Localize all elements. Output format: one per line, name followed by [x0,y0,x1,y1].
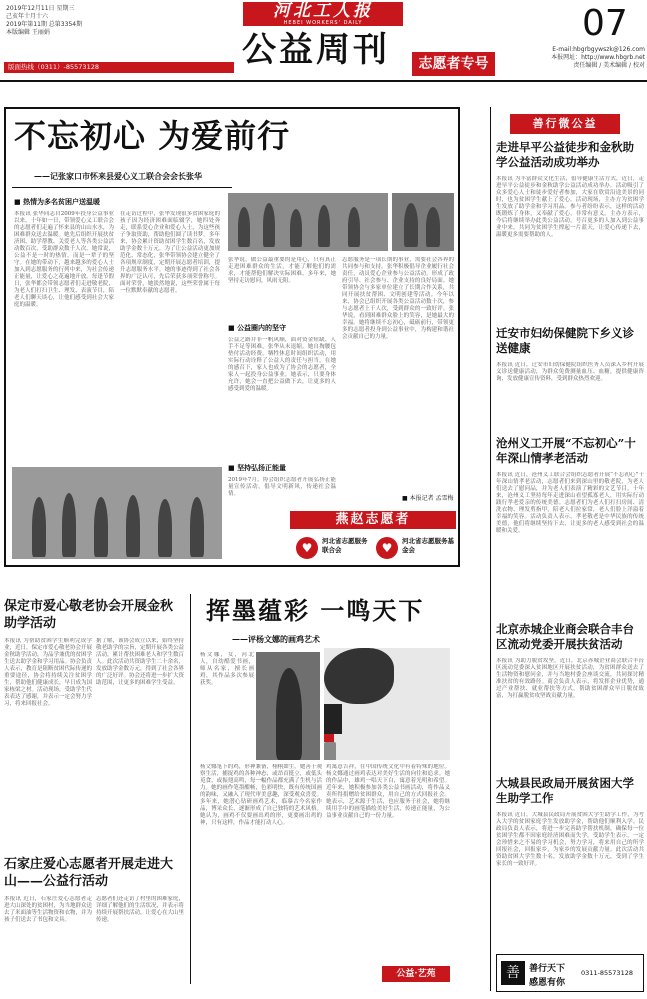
logo-bar [243,2,403,26]
art-headline: 挥墨蕴彩 一鸣天下 [206,597,425,625]
lunar-date-line: 己亥年十月十六 [6,13,49,20]
ad-line-2: 感恩有你 [529,978,566,988]
lead-body-col3: 张华说，做公益最重要的是用心，只有真正走进困难群众的生活，才能了解他们的需求，才能帮他们解决实际困难。多年来，她坚持走访慰问，风雨无阻。 [228,257,336,284]
masthead-rule [0,80,647,82]
email-line: E-mail:hbgrbgywszk@126.com [552,46,645,53]
staff-line: 责任编辑 / 美术编辑 / 校对 [573,62,645,69]
masthead-right-info [505,46,645,70]
editor-line: 本版编辑 王丽娟 [6,29,50,36]
left-body-1a: 本报讯 为帮助贫困学生顺利完成学业，近日，保定市爱心敬老协会开展金秋助学活动，为品学兼优的贫困学生送去助学金和学习用品。协会负责人表示，教育是阻断贫困代际传递的重要途径，协会将持续关注贫困学生，帮助他们健康成长，早日成为国家栋梁之材。活动现场，受助学生代表表达了感谢，并表示一定会努力学习，将来回报社会。 [4,638,92,707]
divider [12,187,232,188]
sidebar-body-4: 本报讯 为助力脱贫攻坚，近日，北京赤城企业商会联合丰台区流动党委深入贫困地区开展扶贫活动，为贫困群众送去了生活物资和慰问金，并与当地村委会座谈交流，共同探讨精准扶贫的有效路径。商会负责人表示，将发挥企业优势，通过产业帮扶、就业帮扶等方式，帮助贫困群众早日脱贫致富，为打赢脱贫攻坚战贡献力量。 [496,658,644,699]
sub3-text: 坚持弘扬正能量 [237,463,287,472]
ad-line-1: 善行天下 [529,964,566,974]
lead-subhead-2: ■ 公益圈内的坚守 [228,323,287,332]
art-body-intro: 杨文娜，女，河北人，自幼酷爱书画，师从名家，擅长画鸡，其作品多次参展获奖。 [200,652,254,686]
sidebar-column-title: 善行微公益 [510,114,620,134]
website-line: 本报网址：http://www.hbgrb.net [551,54,645,61]
sub1-text: 热情为多名贫困户送温暖 [23,197,101,206]
sidebar-body-1: 本报讯 为丰富群众文化生活，倡导健康生活方式，近日，走进早平公益徒步和金秋助学公益活动成功举办。活动吸引了众多爱心人士和徒步爱好者参加，大家在欣赏沿途美景的同时，也为贫困学生献上了爱心。活动现场，主办方为贫困学生发放了助学金和学习用品。参与者纷纷表示，这样的活动既锻炼了身体，又奉献了爱心，非常有意义。主办方表示，今后将继续举办此类公益活动，号召更多的人加入到公益事业中来，共同为贫困学生撑起一片蓝天，让爱心传递下去，温暖更多需要帮助的人。 [496,176,644,238]
heart-icon: ♥ [296,537,318,559]
ad-icon: 善 [501,961,525,985]
issue-line: 2019年第11期 总第3354期 [6,21,83,28]
special-issue-tag: 志愿者专号 [412,52,495,76]
lead-subhead-3: ■ 坚持弘扬正能量 [228,463,287,472]
masthead [0,0,647,84]
sidebar-headline-2: 迁安市妇幼保健院下乡义诊送健康 [496,326,634,355]
page-number: 07 [582,3,628,44]
left-headline-1: 保定市爱心敬老协会开展金秋助学活动 [4,599,174,631]
lead-body-col6: 志愿服务是一项长期的事业，需要社会各界的共同参与和支持。张华积极倡导企业履行社会责任，动员爱心企业参与公益活动，形成了政府引导、社会参与、企业支持的良好局面。她带领协会与多家单位建立了长期合作关系，共同开展扶贫帮困、文明创建等活动。今年以来，协会已组织开展各类公益活动数十次，参与志愿者上千人次，受到群众的一致好评。张华说，看到困难群众脸上的笑容，是她最大的幸福。她将继续不忘初心，砥砺前行，带领更多的志愿者投身到公益事业中，为构建和谐社会贡献自己的力量。 [342,257,454,340]
sidebar-headline-1: 走进早平公益徒步和金秋助学公益活动成功举办 [496,140,634,169]
photo-artist-portrait [256,652,320,760]
art-section-tag: 公益·艺苑 [382,966,450,982]
volunteer-foundation-logo [376,535,454,563]
left-headline-2: 石家庄爱心志愿者开展走进大山——公益行活动 [4,857,174,889]
masthead-left-info [6,5,136,37]
left-column-rule [190,594,191,984]
art-body-col1: 杨文娜笔下的鸡，形神兼备，栩栩如生。她善于观察生活，捕捉鸡的各种神态，或昂首挺立，或低头觅食，或振翅高鸣，每一幅作品都充满了生机与活力。她的画作笔墨酣畅，色彩明快，既有传统国画的韵味，又融入了现代审美意趣，深受观众喜爱。多年来，她潜心钻研画鸡艺术，临摹古今名家作品，博采众长，逐渐形成了自己独特的艺术风格。她认为，画鸡不仅要画出鸡的形，更要画出鸡的神，只有这样，作品才能打动人心。 [200,764,322,826]
sidebar-body-2: 本报讯 近日，迁安市妇幼保健院组织医务人员深入乡村开展义诊送健康活动，为群众免费测量血压、血糖，提供健康咨询，发放健康宣传资料，受到群众热烈欢迎。 [496,362,644,382]
heart-icon: ♥ [376,537,398,559]
sidebar-body-3: 本报讯 近日，沧州义工联合会组织志愿者开展“不忘初心”十年深山情孝老活动，志愿者们来到深山里的敬老院，为老人们送去了慰问品，并为老人们表演了精彩的文艺节目。十年来，沧州义工坚持每年走进深山看望孤寡老人，用实际行动践行孝老爱亲的传统美德。志愿者们为老人们打扫房间、清洗衣物、理发剪指甲，陪老人们拉家常，老人们脸上洋溢着幸福的笑容。活动负责人表示，孝老敬老是中华民族的传统美德，他们将继续坚持下去，让更多的老人感受到社会的温暖和关爱。 [496,472,644,534]
section-title: 公益周刊 [242,30,390,70]
foundation-name: 河北省志愿服务基金会 [402,537,454,554]
lead-headline: 不忘初心 为爱前行 [14,117,291,155]
art-subhead: ——评杨文娜的画鸡艺术 [232,634,320,644]
lead-body-col1: 本报讯 张华同志自2009年投身公益事业以来，十年如一日，带领爱心义工联合会的志愿者们走遍了怀来县的山山水水，为困难群众送去温暖。她先后组织开展扶贫济困、助学帮教、关爱老人等各类公益活动数百次，受助群众数千人次。她常说，公益不是一时的热情，而是一辈子的坚守。在她的带动下，越来越多的爱心人士加入到志愿服务的行列中来，为社会传递正能量，让爱心之花遍地开放。每逢节假日，张华都会带领志愿者们走进敬老院，为老人们打扫卫生、理发、表演节目，陪老人们聊天谈心，让他们感受到社会大家庭的温暖。 [14,211,114,308]
lead-body-col4: 公益之路并非一帆风顺，面对资金短缺、人手不足等困难，张华从未退缩。她自掏腰包垫付活动经费，牺牲休息时间组织活动，用实际行动诠释了公益人的责任与担当。在她的感召下，家人也成为了协会的志愿者，全家人一起投身公益事业。她表示，只要身体允许，她会一直把公益做下去，让更多的人感受到爱的温暖。 [228,337,336,392]
sidebar-headline-3: 沧州义工开展“不忘初心”十年深山情孝老活动 [496,436,636,465]
photo-banner-group [12,467,222,559]
volunteers-box [290,511,456,565]
sub2-text: 公益圈内的坚守 [237,323,287,332]
logo-en: HEBEI WORKERS' DAILY [283,20,363,26]
union-name: 河北省志愿服务联合会 [322,537,368,554]
sidebar-ad [496,954,644,992]
logo: 河北工人报 [273,1,373,21]
date-line: 2019年12月11日 星期三 [6,5,75,12]
volunteer-union-logo [296,535,372,563]
lead-subhead: ——记张家口市怀来县爱心义工联合会会长张华 [34,171,202,181]
left-body-2b: 志愿者们还走访了村里的困难家庭，详细了解他们的生活状况，并表示将持续开展帮扶活动，让爱心在大山里传递。 [96,896,184,923]
lead-byline: ■ 本报记者 孟雪梅 [402,495,454,502]
sidebar-body-5: 本报讯 近日，大城县民政局开展贫困大学生助学工作，为考入大学的贫困家庭学生发放助学金，帮助他们顺利入学。民政局负责人表示，将进一步完善助学帮扶机制，确保每一位贫困学生都不因家庭经济困难而失学。受助学生表示，一定会珍惜来之不易的学习机会，努力学习，将来用自己的所学回报社会，回报家乡，为家乡的发展贡献力量。此次活动共资助贫困大学生数十名，发放助学金数十万元，受到了学生家长的一致好评。 [496,812,644,867]
sidebar-rule [490,107,491,991]
sidebar-headline-4: 北京赤城企业商会联合丰台区流动党委开展扶贫活动 [496,622,634,651]
lead-body-col2: 在走访过程中，张华发现很多贫困家庭的孩子因为经济困难面临辍学，她四处奔走，联系爱心企业和爱心人士，为这些孩子争取资助，帮助他们圆了读书梦。多年来，协会累计资助贫困学生数百名，发放助学金数十万元。为了让公益活动更加规范化、常态化，张华带领协会建立健全了各项规章制度，定期开展志愿者培训，提升志愿服务水平。她的事迹得到了社会各界的广泛认可，先后荣获多项荣誉称号。面对荣誉，她淡然地说，这些荣誉属于每一位默默奉献的志愿者。 [120,211,220,294]
left-body-2a: 本报讯 近日，石家庄爱心志愿者走进大山深处的贫困村，为当地群众送去了米面油等生活物资和衣物，并为孩子们送去了书包和文具。 [4,896,92,923]
sidebar-headline-5: 大城县民政局开展贫困大学生助学工作 [496,776,634,805]
photo-group-donation [228,193,388,251]
phone-bar: 版面热线（0311）-85573128 [4,62,234,73]
lead-body-col5: 2019年7月，协会组织志愿者开展弘扬正能量宣传活动，倡导文明新风，传递社会温情。 [228,477,336,497]
ad-phone: 0311-85573128 [581,969,633,977]
left-body-1b: 据了解，该协会成立以来，始终坚持敬老助学的宗旨，定期开展各类公益活动，累计帮扶困难老人和学生数百人。此次活动共资助学生二十余名，发放助学金数万元，得到了社会各界的广泛好评。协会还将进一步扩大资助范围，让更多的困难学生受益。 [96,638,184,686]
lead-subhead-1: ■ 热情为多名贫困户送温暖 [14,197,101,206]
painting-rooster [324,648,450,760]
lead-story [4,107,460,567]
volunteers-banner: 燕赵志愿者 [290,511,456,529]
art-body-col2: 鸡寓意吉祥，在中国传统文化中有着特殊的地位。杨文娜通过画鸡表达对美好生活的向往和追求。她的作品中，雄鸡一唱天下白，寓意着光明和希望。近年来，她积极参加各类公益书画活动，将作品义卖所得捐赠给贫困群众，用自己的方式回报社会。她表示，艺术源于生活，也应服务于社会，她将继续用手中的画笔描绘美好生活，传递正能量，为公益事业贡献自己的一份力量。 [326,764,450,819]
photo-visit [392,193,454,251]
